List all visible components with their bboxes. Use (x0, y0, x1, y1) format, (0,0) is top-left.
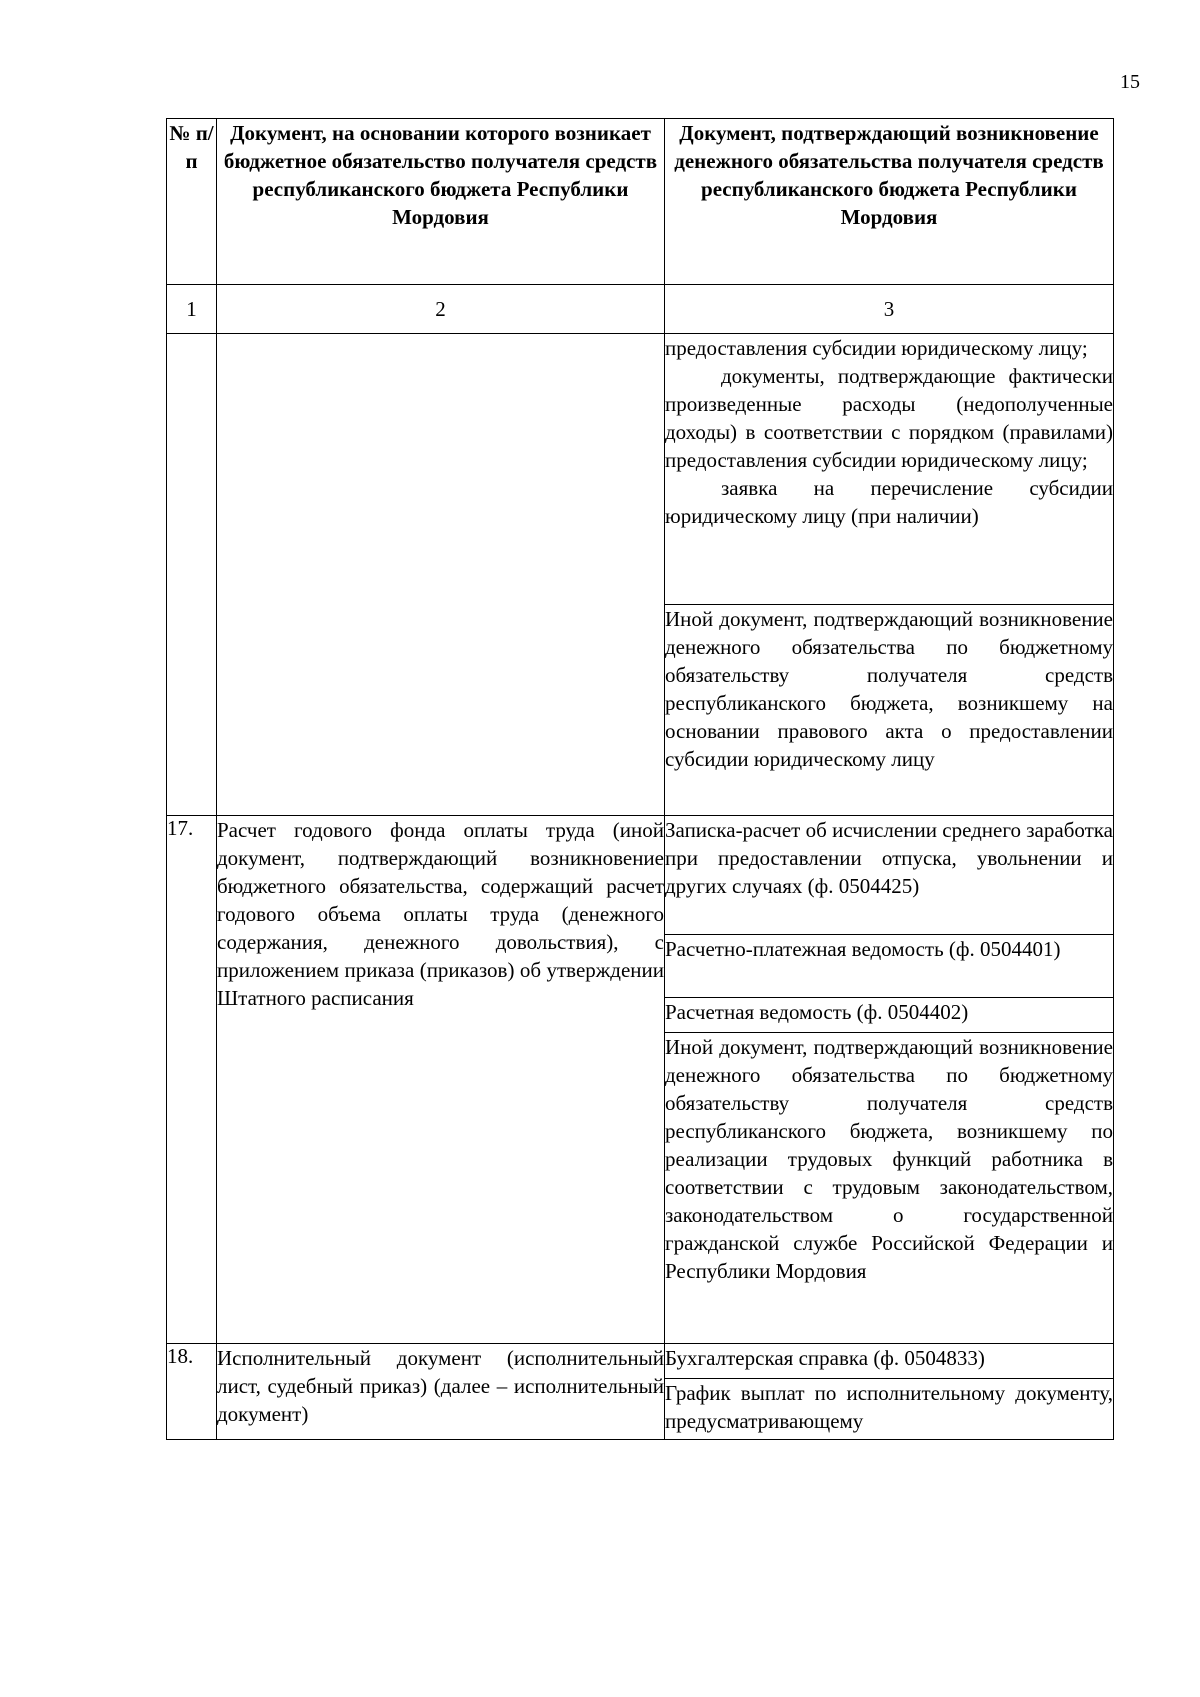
cont-other-document-cell: Иной документ, подтверждающий возникновение денежного обязательства по бюджетному обязательству получателя средств республиканского бюджета, возникшему на основании правового акта о предоставлении субсидии юридическому лицу (665, 605, 1114, 816)
row-basis-document: Расчет годового фонда оплаты труда (иной документ, подтверждающий возникновение бюджетного обязательства, содержащий расчет годового объема оплаты труда (денежного содержания, денежного довольствия), с приложением приказа (приказов) об утверждении Штатного расписания (217, 816, 665, 1344)
header-number-label: № п/п (169, 121, 214, 173)
page-number: 15 (1120, 71, 1140, 93)
cont-paragraph: заявка на перечисление субсидии юридическому лицу (при наличии) (665, 476, 1113, 528)
cont-paragraph: документы, подтверждающие фактически произведенные расходы (недополученные доходы) в соответствии с порядком (правилами) предоставления субсидии юридическому лицу; (665, 364, 1113, 472)
column-index-row (167, 285, 1114, 334)
column-index-2: 2 (217, 285, 665, 334)
header-confirming-document: Документ, подтверждающий возникновение денежного обязательства получателя средств республиканского бюджета Республики Мордовия (665, 119, 1114, 285)
row-number: 17. (167, 816, 217, 1344)
column-index-3: 3 (665, 285, 1114, 334)
cont-basis-cell (217, 334, 665, 816)
row-confirming-document: Бухгалтерская справка (ф. 0504833) (665, 1344, 1114, 1379)
header-number (167, 119, 217, 285)
row-confirming-document: Расчетная ведомость (ф. 0504402) (665, 998, 1114, 1033)
row-confirming-document: Записка-расчет об исчислении среднего заработка при предоставлении отпуска, увольнении и других случаях (ф. 0504425) (665, 816, 1114, 935)
table-row (167, 1344, 1114, 1379)
cont-number-cell (167, 334, 217, 816)
header-basis-document: Документ, на основании которого возникает бюджетное обязательство получателя средств республиканского бюджета Республики Мордовия (217, 119, 665, 285)
cont-docs-cell (665, 334, 1114, 605)
table-row-continued (167, 334, 1114, 605)
column-index-1: 1 (167, 285, 217, 334)
table-row (167, 816, 1114, 935)
row-confirming-document: Расчетно-платежная ведомость (ф. 0504401) (665, 935, 1114, 998)
budget-obligations-table (166, 118, 1114, 1440)
row-number: 18. (167, 1344, 217, 1440)
row-confirming-document: Иной документ, подтверждающий возникновение денежного обязательства по бюджетному обязательству получателя средств республиканского бюджета, возникшему по реализации трудовых функций работника в соответствии с трудовым законодательством, законодательством о государственной гражданской службе Российской Федерации и Республики Мордовия (665, 1033, 1114, 1344)
row-basis-document: Исполнительный документ (исполнительный лист, судебный приказ) (далее – исполнительный документ) (217, 1344, 665, 1440)
cont-paragraph: предоставления субсидии юридическому лицу; (665, 336, 1088, 360)
row-confirming-document: График выплат по исполнительному документу, предусматривающему (665, 1379, 1114, 1440)
table-header-row (167, 119, 1114, 285)
